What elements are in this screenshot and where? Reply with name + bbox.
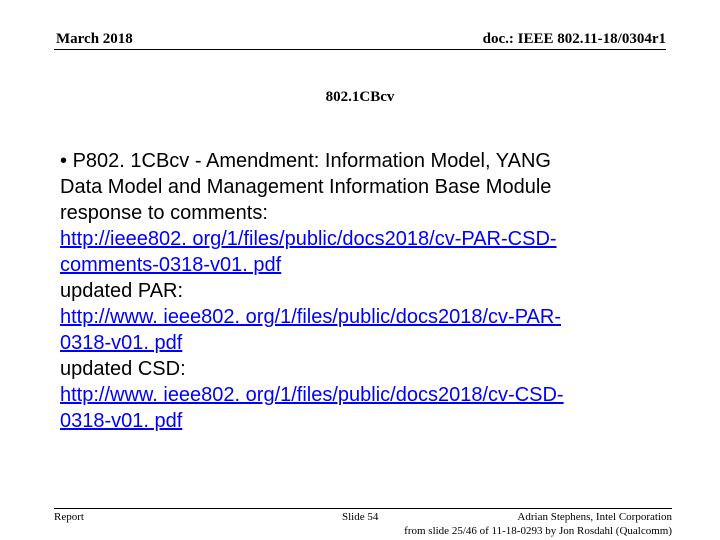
footer-report: Report bbox=[54, 511, 84, 523]
header-date: March 2018 bbox=[56, 31, 133, 47]
header-divider bbox=[54, 49, 666, 50]
csd-link-line-1 bbox=[60, 382, 670, 408]
bullet-icon: • bbox=[60, 150, 68, 172]
par-link-line-1 bbox=[60, 304, 670, 330]
body-text-line-3: response to comments: bbox=[60, 202, 268, 224]
footer-source: from slide 25/46 of 11-18-0293 by Jon Rosdahl (Qualcomm) bbox=[404, 525, 672, 537]
footer-divider bbox=[54, 508, 672, 509]
header-doc-id: doc.: IEEE 802.11-18/0304r1 bbox=[482, 31, 666, 47]
footer-slide-number: Slide 54 bbox=[342, 511, 379, 523]
updated-csd-label: updated CSD: bbox=[60, 358, 186, 380]
footer-attribution bbox=[404, 510, 672, 538]
comments-link-part-1[interactable]: http://ieee802. org/1/files/public/docs2018/cv-PAR-CSD- bbox=[60, 228, 557, 250]
par-link-part-1[interactable]: http://www. ieee802. org/1/files/public/docs2018/cv-PAR- bbox=[60, 306, 561, 328]
slide-body bbox=[60, 148, 670, 434]
comments-link-line-1 bbox=[60, 226, 670, 252]
body-line-1 bbox=[60, 148, 670, 174]
csd-link-line-2 bbox=[60, 408, 670, 434]
csd-link-part-1[interactable]: http://www. ieee802. org/1/files/public/docs2018/cv-CSD- bbox=[60, 384, 564, 406]
body-text-line-2: Data Model and Management Information Base Module bbox=[60, 176, 552, 198]
csd-link-part-2[interactable]: 0318-v01. pdf bbox=[60, 410, 183, 432]
updated-par-label: updated PAR: bbox=[60, 280, 184, 302]
comments-link-part-2[interactable]: comments-0318-v01. pdf bbox=[60, 254, 282, 276]
footer-author: Adrian Stephens, Intel Corporation bbox=[517, 511, 672, 523]
comments-link-line-2 bbox=[60, 252, 670, 278]
par-link-line-2 bbox=[60, 330, 670, 356]
par-link-part-2[interactable]: 0318-v01. pdf bbox=[60, 332, 183, 354]
body-text-line-1: P802. 1CBcv - Amendment: Information Model, YANG bbox=[72, 150, 551, 172]
slide-title: 802.1CBcv bbox=[325, 89, 395, 105]
